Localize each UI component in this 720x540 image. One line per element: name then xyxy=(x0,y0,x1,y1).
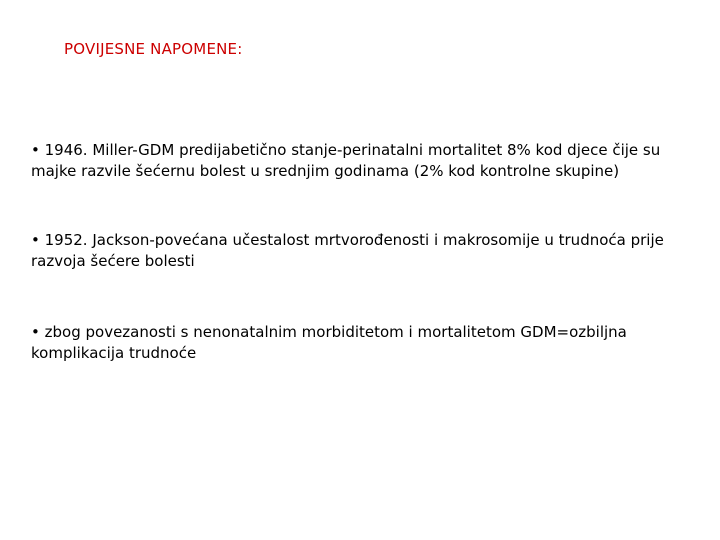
bullet-item-3 xyxy=(31,322,691,364)
bullet-list xyxy=(31,140,691,364)
bullet-icon: • xyxy=(31,141,40,159)
bullet-text-3: zbog povezanosti s nenonatalnim morbiditetom i mortalitetom GDM=ozbiljna komplikacija trudnoće xyxy=(31,323,627,362)
bullet-text-2: 1952. Jackson-povećana učestalost mrtvorođenosti i makrosomije u trudnoća prije razvoja šećere bolesti xyxy=(31,231,664,270)
bullet-text-1: 1946. Miller-GDM predijabetično stanje-perinatalni mortalitet 8% kod djece čije su majke razvile šećernu bolest u srednjim godinama (2% kod kontrolne skupine) xyxy=(31,141,661,180)
slide-title: POVIJESNE NAPOMENE: xyxy=(64,40,243,58)
bullet-item-1 xyxy=(31,140,691,182)
bullet-item-2 xyxy=(31,230,691,272)
bullet-icon: • xyxy=(31,323,40,341)
bullet-icon: • xyxy=(31,231,40,249)
